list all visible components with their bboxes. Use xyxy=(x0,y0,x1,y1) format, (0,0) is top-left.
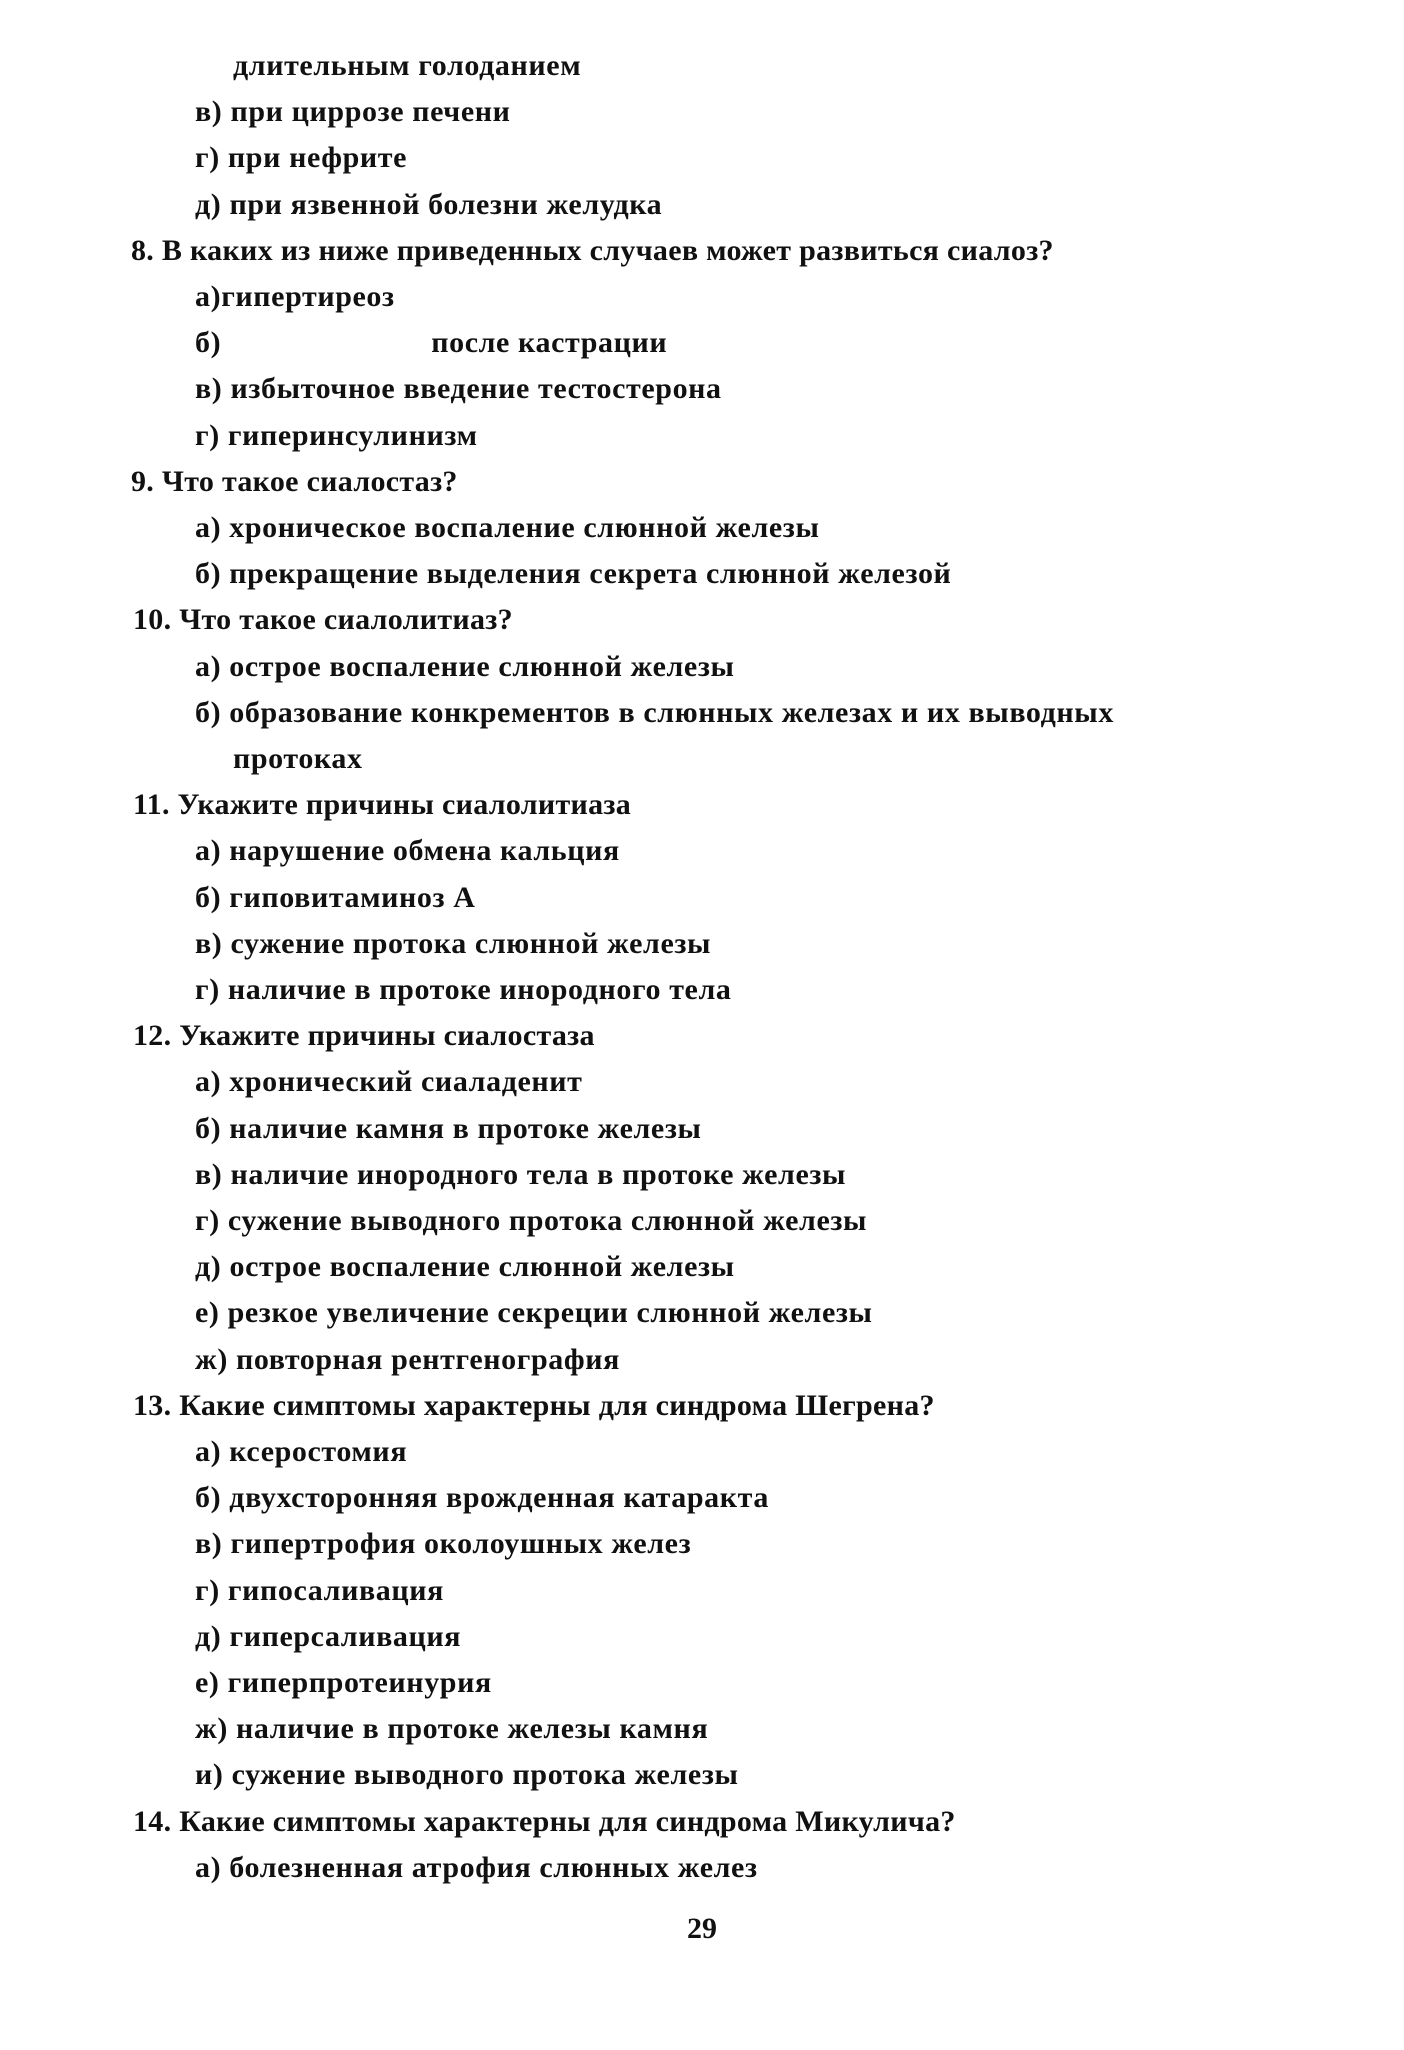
answer-option: ж) наличие в протоке железы камня xyxy=(195,1712,709,1745)
answer-option: а) нарушение обмена кальция xyxy=(195,834,620,867)
answer-option: б) наличие камня в протоке железы xyxy=(195,1112,702,1145)
answer-option: в) избыточное введение тестостерона xyxy=(195,372,722,405)
question-line: 10. Что такое сиалолитиаз? xyxy=(133,603,513,636)
answer-option: а) хроническое воспаление слюнной железы xyxy=(195,511,820,544)
answer-option: г) сужение выводного протока слюнной железы xyxy=(195,1204,868,1237)
question-line: 11. Укажите причины сиалолитиаза xyxy=(133,788,632,821)
answer-option: в) при циррозе печени xyxy=(195,95,511,128)
question-line: 8. В каких из ниже приведенных случаев может развиться сиалоз? xyxy=(131,234,1054,267)
answer-option: а) ксеростомия xyxy=(195,1435,408,1468)
answer-option: б) гиповитаминоз А xyxy=(195,881,476,914)
answer-option: б) двухсторонняя врожденная катаракта xyxy=(195,1481,769,1514)
answer-option: г) при нефрите xyxy=(195,141,408,174)
answer-option: б) прекращение выделения секрета слюнной железой xyxy=(195,557,952,590)
answer-option: в) наличие инородного тела в протоке железы xyxy=(195,1158,847,1191)
answer-option: а)гипертиреоз xyxy=(195,280,395,313)
answer-option: г) гипосаливация xyxy=(195,1574,444,1607)
answer-option: а) хронический сиаладенит xyxy=(195,1065,583,1098)
question-line: 14. Какие симптомы характерны для синдрома Микулича? xyxy=(133,1805,956,1838)
question-line: 13. Какие симптомы характерны для синдрома Шегрена? xyxy=(133,1389,935,1422)
answer-option: д) гиперсаливация xyxy=(195,1620,462,1653)
answer-option: г) наличие в протоке инородного тела xyxy=(195,973,732,1006)
answer-option: е) резкое увеличение секреции слюнной железы xyxy=(195,1296,873,1329)
question-line: 12. Укажите причины сиалостаза xyxy=(133,1019,595,1052)
answer-option: б) образование конкрементов в слюнных железах и их выводных xyxy=(195,696,1114,729)
answer-option: в) гипертрофия околоушных желез xyxy=(195,1527,692,1560)
answer-option: е) гиперпротеинурия xyxy=(195,1666,492,1699)
answer-option: и) сужение выводного протока железы xyxy=(195,1758,739,1791)
continuation-line: длительным голоданием xyxy=(233,49,582,82)
answer-option: а) острое воспаление слюнной железы xyxy=(195,650,735,683)
answer-option: а) болезненная атрофия слюнных желез xyxy=(195,1851,758,1884)
answer-option: в) сужение протока слюнной железы xyxy=(195,927,712,960)
answer-option: д) острое воспаление слюнной железы xyxy=(195,1250,735,1283)
question-line: 9. Что такое сиалостаз? xyxy=(131,465,458,498)
answer-option: ж) повторная рентгенография xyxy=(195,1343,620,1376)
answer-option: г) гиперинсулинизм xyxy=(195,419,478,452)
answer-option: д) при язвенной болезни желудка xyxy=(195,188,663,221)
option-text: после кастрации xyxy=(431,326,668,359)
page-number: 29 xyxy=(687,1912,717,1945)
continuation-line: протоках xyxy=(233,742,363,775)
option-label: б) xyxy=(195,326,222,359)
answer-option xyxy=(195,325,667,361)
